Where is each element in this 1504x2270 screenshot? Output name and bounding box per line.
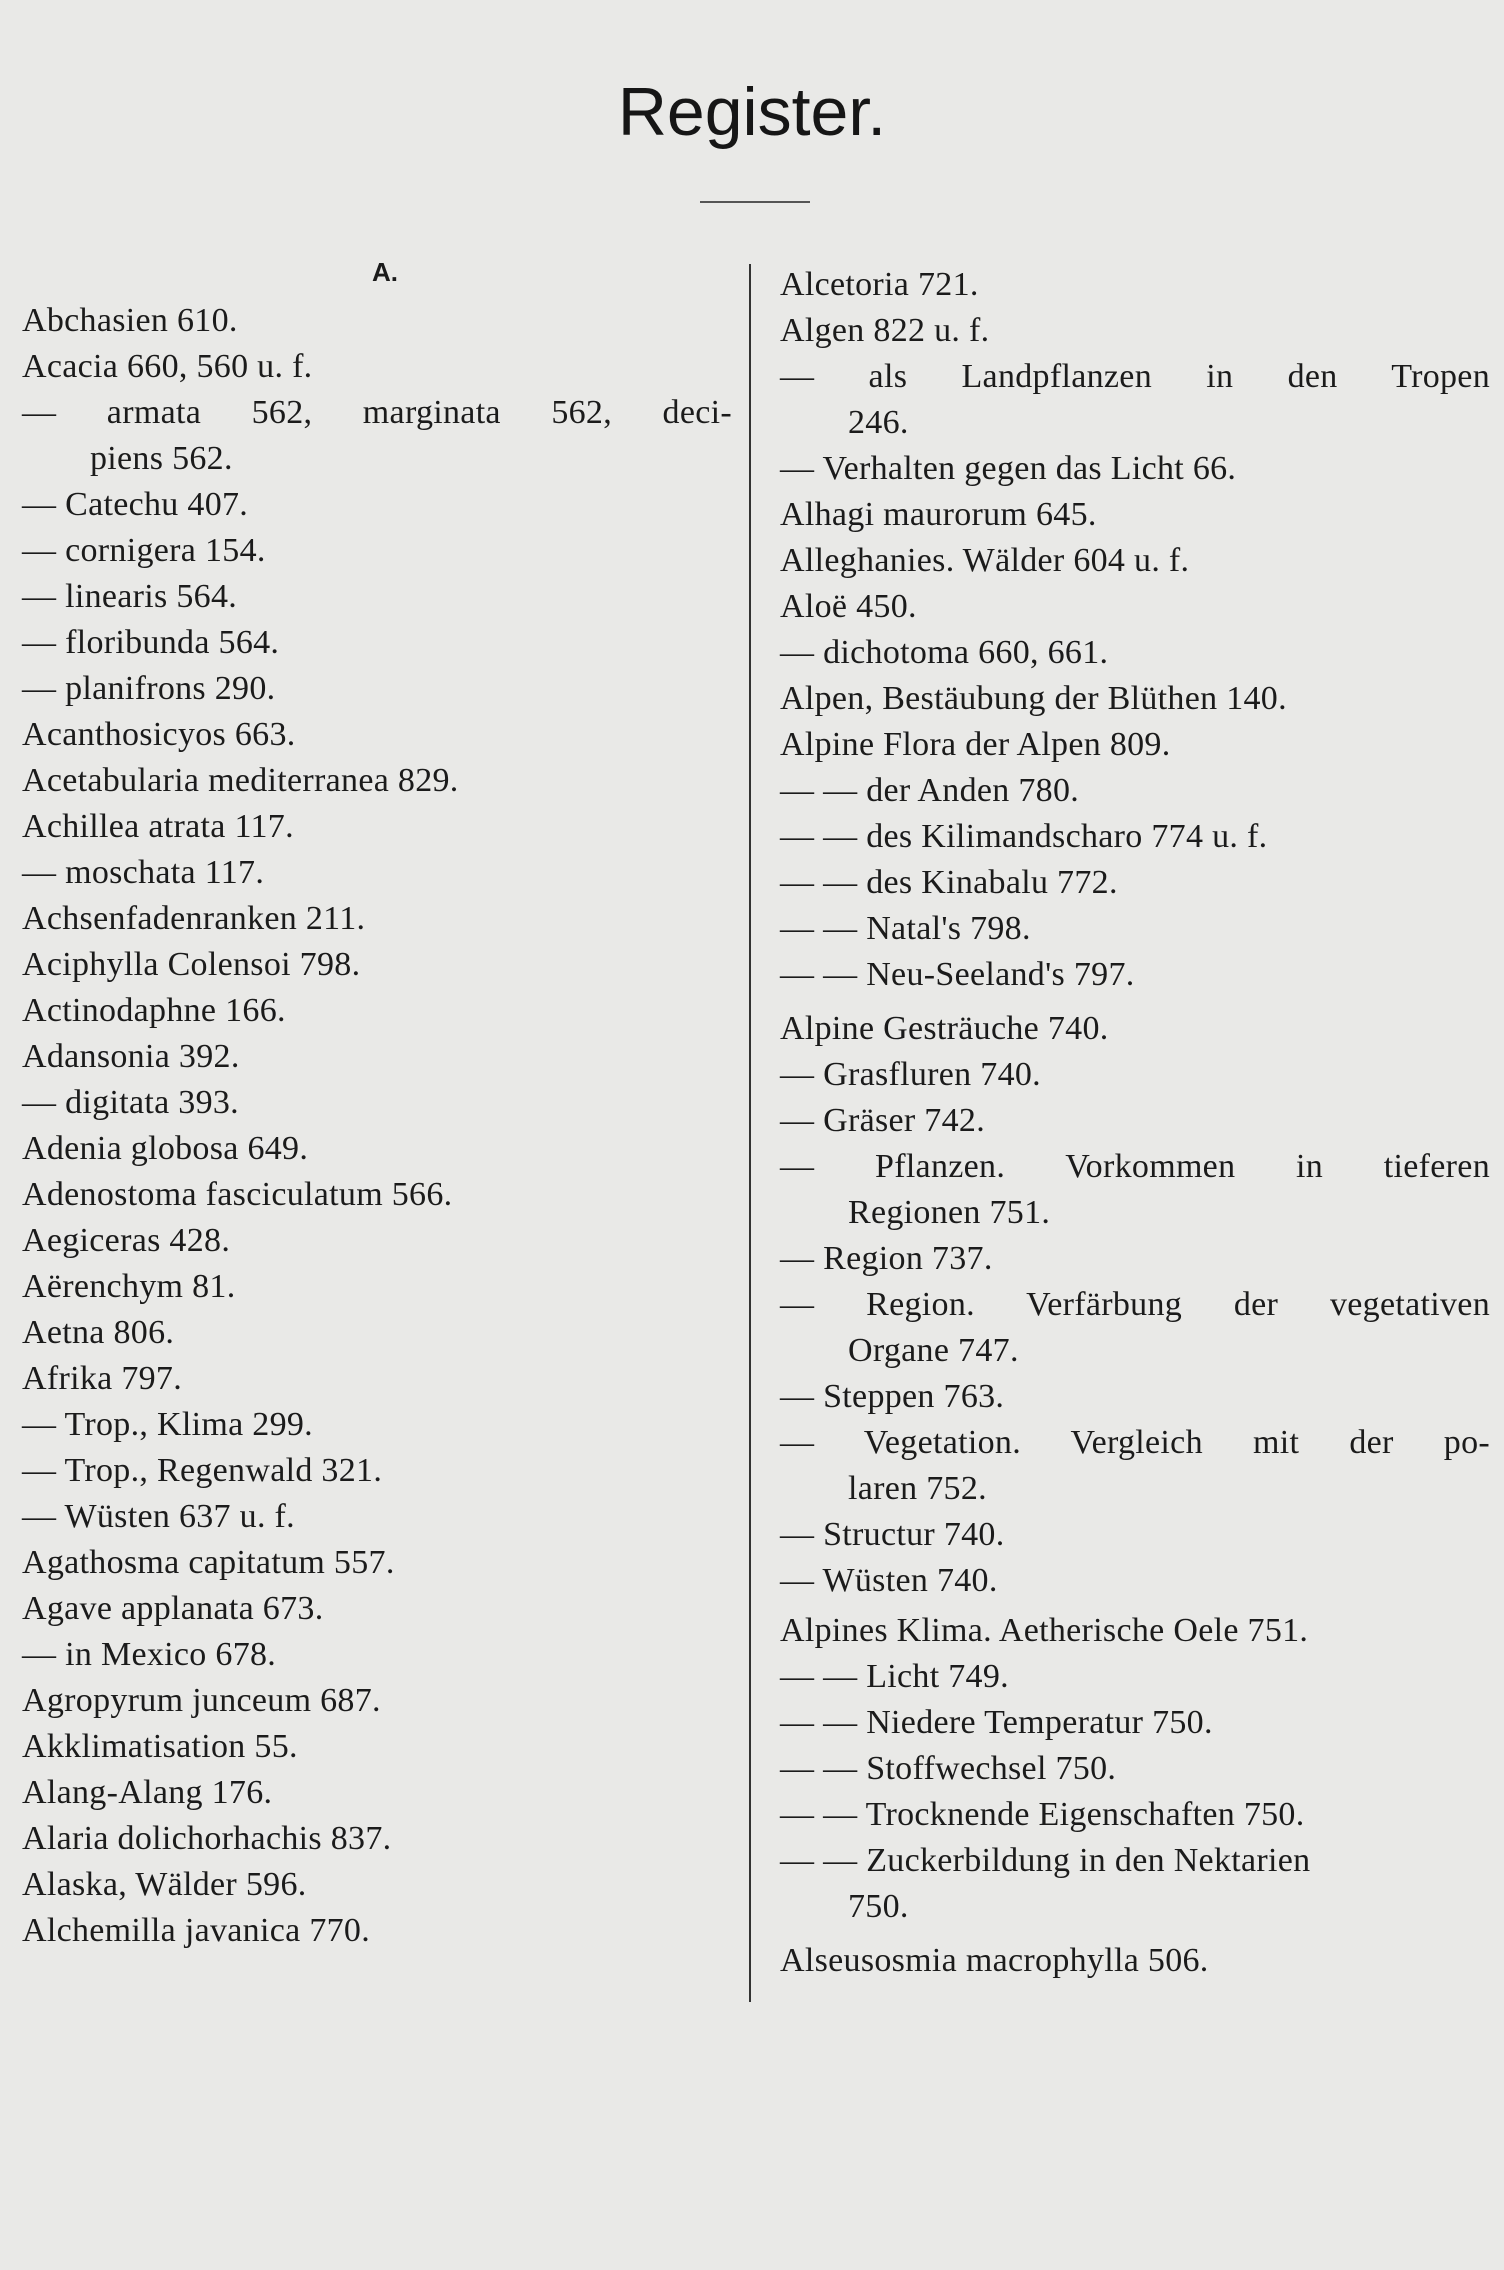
index-entry: Acetabularia mediterranea 829. bbox=[22, 762, 459, 799]
index-entry: — Verhalten gegen das Licht 66. bbox=[780, 450, 1237, 487]
index-entry-continuation: piens 562. bbox=[90, 440, 233, 477]
index-entry: — digitata 393. bbox=[22, 1084, 239, 1121]
index-entry: — Vegetation. Vergleich mit der po- bbox=[780, 1424, 1490, 1461]
index-entry: Akklimatisation 55. bbox=[22, 1728, 298, 1765]
index-entry: — Gräser 742. bbox=[780, 1102, 986, 1139]
index-entry: Adenia globosa 649. bbox=[22, 1130, 309, 1167]
index-entry: — Trop., Klima 299. bbox=[22, 1406, 313, 1443]
index-entry: Alaska, Wälder 596. bbox=[22, 1866, 307, 1903]
index-entry: — — des Kilimandscharo 774 u. f. bbox=[780, 818, 1268, 855]
index-entry: — — Niedere Temperatur 750. bbox=[780, 1704, 1213, 1741]
index-entry: Aegiceras 428. bbox=[22, 1222, 231, 1259]
index-entry: Alleghanies. Wälder 604 u. f. bbox=[780, 542, 1190, 579]
index-entry: — planifrons 290. bbox=[22, 670, 276, 707]
section-letter: A. bbox=[372, 257, 398, 287]
index-entry: — — Zuckerbildung in den Nektarien bbox=[780, 1842, 1311, 1879]
index-entry: — — Neu-Seeland's 797. bbox=[780, 956, 1135, 993]
index-entry-continuation: laren 752. bbox=[848, 1470, 987, 1507]
index-entry: Alcetoria 721. bbox=[780, 266, 979, 303]
index-entry: — moschata 117. bbox=[22, 854, 265, 891]
index-entry: Alhagi maurorum 645. bbox=[780, 496, 1097, 533]
index-entry: Acacia 660, 560 u. f. bbox=[22, 348, 313, 385]
index-entry: — Wüsten 637 u. f. bbox=[22, 1498, 295, 1535]
index-entry: Algen 822 u. f. bbox=[780, 312, 990, 349]
index-entry: Agropyrum junceum 687. bbox=[22, 1682, 381, 1719]
index-entry: Alpen, Bestäubung der Blüthen 140. bbox=[780, 680, 1287, 717]
index-entry: Aetna 806. bbox=[22, 1314, 175, 1351]
index-entry: — — Stoffwechsel 750. bbox=[780, 1750, 1117, 1787]
index-entry: — Region. Verfärbung der vegetativen bbox=[780, 1286, 1490, 1323]
index-entry-continuation: 750. bbox=[848, 1888, 909, 1925]
index-entry: Alpine Flora der Alpen 809. bbox=[780, 726, 1171, 763]
index-entry: Alpines Klima. Aetherische Oele 751. bbox=[780, 1612, 1309, 1649]
title-rule bbox=[700, 201, 810, 203]
index-entry: — Structur 740. bbox=[780, 1516, 1005, 1553]
index-entry: Acanthosicyos 663. bbox=[22, 716, 296, 753]
index-entry: Abchasien 610. bbox=[22, 302, 238, 339]
index-entry: — — der Anden 780. bbox=[780, 772, 1080, 809]
index-entry: — — Natal's 798. bbox=[780, 910, 1031, 947]
index-entry: — cornigera 154. bbox=[22, 532, 266, 569]
index-entry: Adansonia 392. bbox=[22, 1038, 240, 1075]
index-entry: Achsenfadenranken 211. bbox=[22, 900, 366, 937]
index-entry: — Steppen 763. bbox=[780, 1378, 1005, 1415]
index-entry: — in Mexico 678. bbox=[22, 1636, 277, 1673]
index-entry-continuation: Regionen 751. bbox=[848, 1194, 1051, 1231]
index-entry: Alaria dolichorhachis 837. bbox=[22, 1820, 392, 1857]
index-entry: Aërenchym 81. bbox=[22, 1268, 236, 1305]
index-entry: Adenostoma fasciculatum 566. bbox=[22, 1176, 453, 1213]
index-entry: — Wüsten 740. bbox=[780, 1562, 998, 1599]
index-entry-continuation: Organe 747. bbox=[848, 1332, 1019, 1369]
index-entry: — floribunda 564. bbox=[22, 624, 280, 661]
index-entry: Alpine Gesträuche 740. bbox=[780, 1010, 1109, 1047]
index-entry: Actinodaphne 166. bbox=[22, 992, 286, 1029]
index-entry: — Catechu 407. bbox=[22, 486, 249, 523]
index-entry: — als Landpflanzen in den Tropen bbox=[780, 358, 1490, 395]
index-entry: Alang-Alang 176. bbox=[22, 1774, 273, 1811]
index-entry: — armata 562, marginata 562, deci- bbox=[22, 394, 732, 431]
index-entry: — Grasfluren 740. bbox=[780, 1056, 1041, 1093]
column-divider bbox=[749, 264, 751, 2002]
index-entry: — dichotoma 660, 661. bbox=[780, 634, 1109, 671]
index-entry-continuation: 246. bbox=[848, 404, 909, 441]
index-entry: — — Trocknende Eigenschaften 750. bbox=[780, 1796, 1305, 1833]
index-entry: Alchemilla javanica 770. bbox=[22, 1912, 371, 1949]
page-title: Register. bbox=[617, 74, 887, 150]
index-entry: — Trop., Regenwald 321. bbox=[22, 1452, 383, 1489]
index-entry: Agave applanata 673. bbox=[22, 1590, 324, 1627]
index-entry: — Region 737. bbox=[780, 1240, 993, 1277]
index-entry: — — Licht 749. bbox=[780, 1658, 1009, 1695]
index-entry: — Pflanzen. Vorkommen in tieferen bbox=[780, 1148, 1490, 1185]
index-entry: Agathosma capitatum 557. bbox=[22, 1544, 395, 1581]
index-entry: — linearis 564. bbox=[22, 578, 238, 615]
index-entry: Achillea atrata 117. bbox=[22, 808, 294, 845]
index-entry: Alseusosmia macrophylla 506. bbox=[780, 1942, 1209, 1979]
index-entry: Aloë 450. bbox=[780, 588, 917, 625]
index-entry: Afrika 797. bbox=[22, 1360, 183, 1397]
index-entry: Aciphylla Colensoi 798. bbox=[22, 946, 361, 983]
index-entry: — — des Kinabalu 772. bbox=[780, 864, 1118, 901]
